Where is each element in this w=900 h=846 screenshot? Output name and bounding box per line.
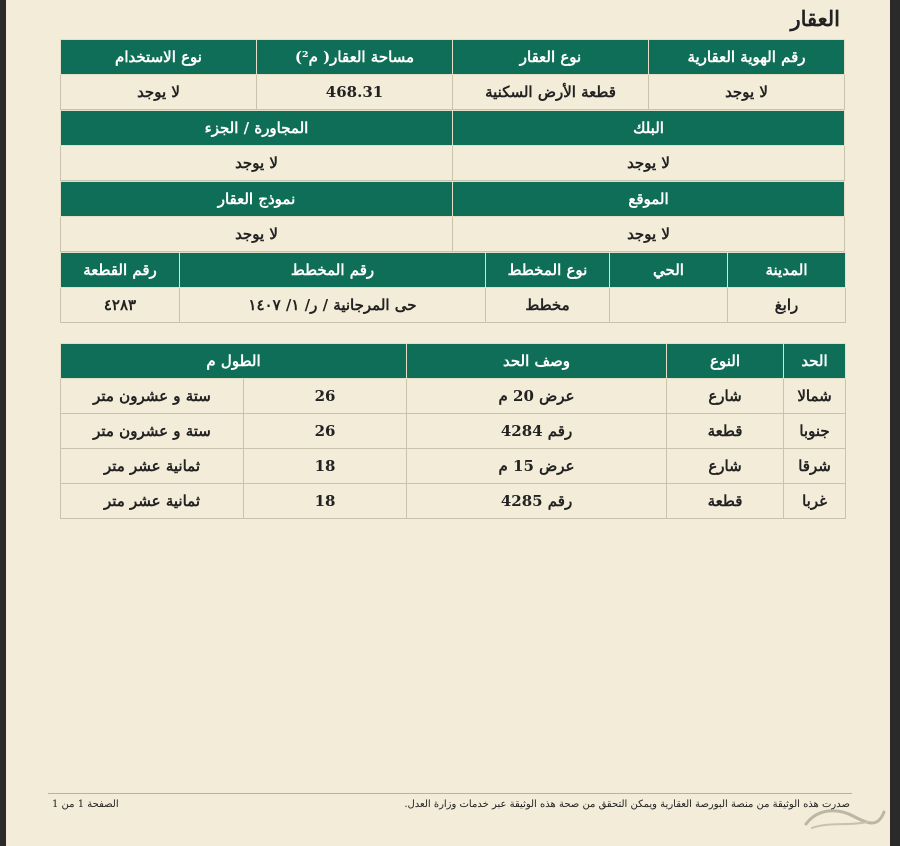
table-row — [61, 414, 846, 449]
boundary-length-number: 26 — [244, 379, 407, 414]
header-boundary-type: النوع — [667, 344, 784, 379]
value-plot-number: ٤٢٨٣ — [61, 288, 180, 323]
value-city: رابغ — [728, 288, 846, 323]
header-city: المدينة — [728, 253, 846, 288]
value-property-type: قطعة الأرض السكنية — [453, 75, 649, 110]
footer-note: صدرت هذه الوثيقة من منصة البورصة العقارية ويمكن التحقق من صحة هذه الوثيقة عبر خدمات وزارة العدل. — [404, 799, 850, 810]
boundary-type: شارع — [667, 449, 784, 484]
location-table — [60, 181, 845, 252]
header-property-type: نوع العقار — [453, 40, 649, 75]
header-property-id: رقم الهوية العقارية — [649, 40, 845, 75]
header-boundary-description: وصف الحد — [407, 344, 667, 379]
watermark-logo — [798, 798, 888, 834]
value-property-area: 468.31 — [257, 75, 453, 110]
value-block: لا يوجد — [453, 146, 845, 181]
value-property-id: لا يوجد — [649, 75, 845, 110]
boundary-length-number: 18 — [244, 484, 407, 519]
boundary-length-words: ستة و عشرون متر — [61, 414, 244, 449]
page-number: الصفحة 1 من 1 — [52, 799, 119, 810]
boundary-length-number: 18 — [244, 449, 407, 484]
boundary-length-number: 26 — [244, 414, 407, 449]
boundary-length-words: ثمانية عشر متر — [61, 449, 244, 484]
header-property-model: نموذج العقار — [61, 182, 453, 217]
header-location: الموقع — [453, 182, 845, 217]
boundary-description: عرض 20 م — [407, 379, 667, 414]
header-block: البلك — [453, 111, 845, 146]
header-property-area: مساحة العقار( م²) — [257, 40, 453, 75]
value-plan-type: مخطط — [486, 288, 610, 323]
value-location: لا يوجد — [453, 217, 845, 252]
boundary-direction: شمالا — [784, 379, 846, 414]
header-neighborhood-part: المجاورة / الجزء — [61, 111, 453, 146]
boundary-description: عرض 15 م — [407, 449, 667, 484]
boundary-type: قطعة — [667, 484, 784, 519]
header-boundary: الحد — [784, 344, 846, 379]
value-district — [610, 288, 728, 323]
value-plan-number: حى المرجانية / ر/ ١/ ١٤٠٧ — [180, 288, 486, 323]
table-row — [61, 449, 846, 484]
boundary-type: شارع — [667, 379, 784, 414]
value-usage-type: لا يوجد — [61, 75, 257, 110]
boundary-length-words: ثمانية عشر متر — [61, 484, 244, 519]
header-plot-number: رقم القطعة — [61, 253, 180, 288]
block-table — [60, 110, 845, 181]
boundary-description: رقم 4285 — [407, 484, 667, 519]
boundary-description: رقم 4284 — [407, 414, 667, 449]
boundaries-table — [60, 343, 846, 519]
boundary-length-words: ستة و عشرون متر — [61, 379, 244, 414]
header-district: الحي — [610, 253, 728, 288]
window-frame-right — [890, 0, 900, 846]
table-row — [61, 379, 846, 414]
footer-divider — [48, 793, 852, 794]
value-neighborhood-part: لا يوجد — [61, 146, 453, 181]
header-usage-type: نوع الاستخدام — [61, 40, 257, 75]
plan-table — [60, 252, 846, 323]
boundary-direction: غربا — [784, 484, 846, 519]
table-row — [61, 484, 846, 519]
header-length: الطول م — [61, 344, 407, 379]
section-title: العقار — [790, 6, 840, 31]
header-plan-number: رقم المخطط — [180, 253, 486, 288]
boundary-direction: شرقا — [784, 449, 846, 484]
boundary-type: قطعة — [667, 414, 784, 449]
value-property-model: لا يوجد — [61, 217, 453, 252]
property-table — [60, 39, 845, 110]
boundary-direction: جنوبا — [784, 414, 846, 449]
header-plan-type: نوع المخطط — [486, 253, 610, 288]
